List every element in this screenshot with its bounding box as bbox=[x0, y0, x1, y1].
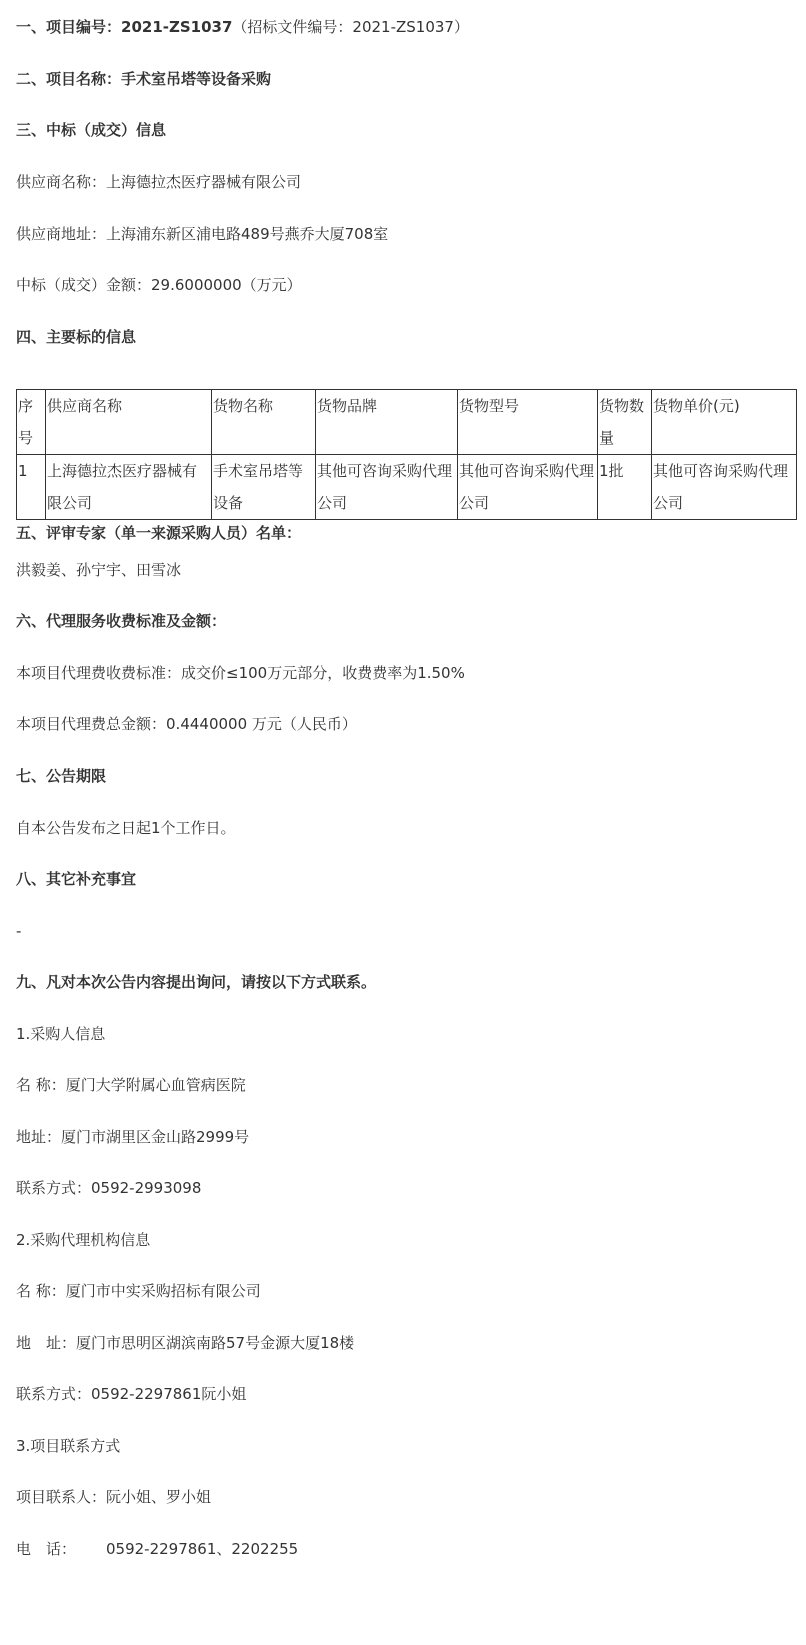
project-name-line bbox=[16, 69, 271, 89]
supplier-name: 供应商名称：上海德拉杰医疗器械有限公司 bbox=[16, 173, 302, 191]
project-number-line bbox=[16, 17, 469, 37]
purchaser-info-title: 1.采购人信息 bbox=[16, 1025, 106, 1043]
header-cell: 货物单价(元) bbox=[652, 390, 797, 455]
notice-period-text: 自本公告发布之日起1个工作日。 bbox=[16, 819, 236, 837]
project-name-label: 二、项目名称： bbox=[16, 70, 122, 88]
project-contact-phone-line bbox=[16, 1539, 298, 1559]
notice-period-heading: 七、公告期限 bbox=[16, 767, 107, 785]
header-cell: 供应商名称 bbox=[46, 390, 212, 455]
table-cell: 1批 bbox=[598, 455, 652, 520]
table-cell: 上海德拉杰医疗器械有限公司 bbox=[46, 455, 212, 520]
project-number-label: 一、项目编号： bbox=[16, 18, 122, 36]
table-row bbox=[17, 455, 797, 520]
contact-heading: 九、凡对本次公告内容提出询问，请按以下方式联系。 bbox=[16, 973, 377, 991]
header-cell: 货物品牌 bbox=[316, 390, 458, 455]
table-cell: 其他可咨询采购代理公司 bbox=[316, 455, 458, 520]
header-cell: 序号 bbox=[17, 390, 46, 455]
header-cell: 货物型号 bbox=[458, 390, 598, 455]
award-amount: 中标（成交）金额：29.6000000（万元） bbox=[16, 276, 302, 294]
phone-number: 0592-2297861、2202255 bbox=[106, 1540, 299, 1558]
table-cell: 1 bbox=[17, 455, 46, 520]
agency-fee-heading: 六、代理服务收费标准及金额： bbox=[16, 612, 227, 630]
main-items-table bbox=[16, 389, 797, 520]
main-items-heading: 四、主要标的信息 bbox=[16, 328, 137, 346]
agency-address: 地 址：厦门市思明区湖滨南路57号金源大厦18楼 bbox=[16, 1334, 355, 1352]
purchaser-address: 地址：厦门市湖里区金山路2999号 bbox=[16, 1128, 250, 1146]
purchaser-contact: 联系方式：0592-2993098 bbox=[16, 1179, 202, 1197]
other-matters-heading: 八、其它补充事宜 bbox=[16, 870, 137, 888]
tender-doc-number: （招标文件编号：2021-ZS1037） bbox=[232, 18, 469, 36]
header-cell: 货物名称 bbox=[212, 390, 316, 455]
purchaser-name: 名 称：厦门大学附属心血管病医院 bbox=[16, 1076, 246, 1094]
project-contact-person: 项目联系人：阮小姐、罗小姐 bbox=[16, 1488, 212, 1506]
agency-contact: 联系方式：0592-2297861阮小姐 bbox=[16, 1385, 247, 1403]
table-cell: 手术室吊塔等设备 bbox=[212, 455, 316, 520]
experts-list: 洪毅姜、孙宁宇、田雪冰 bbox=[16, 561, 182, 579]
supplier-address: 供应商地址：上海浦东新区浦电路489号燕乔大厦708室 bbox=[16, 225, 389, 243]
agency-fee-standard: 本项目代理费收费标准：成交价≤100万元部分，收费费率为1.50% bbox=[16, 664, 465, 682]
header-cell: 货物数量 bbox=[598, 390, 652, 455]
award-info-heading: 三、中标（成交）信息 bbox=[16, 121, 167, 139]
table-cell: 其他可咨询采购代理公司 bbox=[652, 455, 797, 520]
table-header-row bbox=[17, 390, 797, 455]
table-cell: 其他可咨询采购代理公司 bbox=[458, 455, 598, 520]
agency-info-title: 2.采购代理机构信息 bbox=[16, 1231, 151, 1249]
project-contact-title: 3.项目联系方式 bbox=[16, 1437, 121, 1455]
phone-label: 电 话： bbox=[16, 1540, 77, 1558]
other-matters-text: - bbox=[16, 922, 22, 940]
project-number: 2021-ZS1037 bbox=[121, 18, 233, 36]
project-name: 手术室吊塔等设备采购 bbox=[121, 70, 272, 88]
experts-heading: 五、评审专家（单一来源采购人员）名单： bbox=[16, 524, 302, 542]
agency-name: 名 称：厦门市中实采购招标有限公司 bbox=[16, 1282, 261, 1300]
agency-fee-total: 本项目代理费总金额：0.4440000 万元（人民币） bbox=[16, 715, 357, 733]
